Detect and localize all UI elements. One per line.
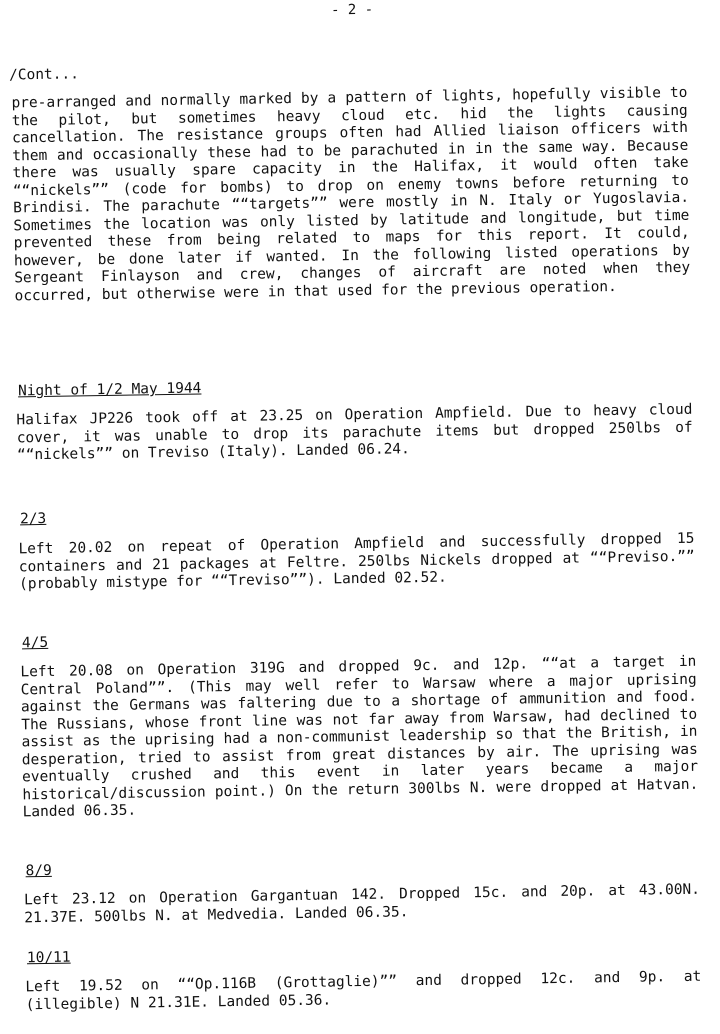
entry-text: Left 23.12 on Operation Gargantuan 142. Dropped 15c. and 20p. at 43.00N. 21.37E. 500lbs N. at Medvedia. Landed 06.35. (23, 881, 701, 926)
entry-text: Halifax JP226 took off at 23.25 on Operation Ampfield. Due to heavy cloud cover, it was unable to drop its parachute items but dropped 250lbs of ““nickels”” on Treviso (Italy). Landed 06.24. (16, 401, 693, 464)
entry-heading: 4/5 (21, 634, 49, 652)
entry-heading: 2/3 (19, 510, 47, 528)
entry-text: Left 20.08 on Operation 319G and dropped 9c. and 12p. ““at a target in Central Poland””. (This may well refer to Warsaw where a major uprising against the Germans was faltering due to a shortage of ammunition and food. The Russians, whose front line was not far away from Warsaw, had declined to assist as the uprising had a non-communist leadership so that the British, in desperation, tried to assist from great distances by air. The uprising was eventually crushed and this event in later years became a major historical/discussion point.) On the return 300lbs N. were dropped at Hatvan. Landed 06.35. (20, 653, 699, 821)
entry-text: Left 20.02 on repeat of Operation Ampfield and successfully dropped 15 containers and 21 packages at Feltre. 250lbs Nickels dropped at ““Previso.”” (probably mistype for ““Treviso””). Landed 02.52. (18, 530, 695, 593)
entry-text: Left 19.52 on ““Op.116B (Grottaglie)”” and dropped 12c. and 9p. at (illegible) N 21.31E. Landed 05.36. (25, 968, 702, 1013)
entry-heading: Night of 1/2 May 1944 (17, 380, 202, 400)
entry-heading: 8/9 (25, 862, 52, 880)
continuation-label: /Cont... (8, 66, 80, 84)
entry-heading: 10/11 (26, 949, 71, 967)
intro-paragraph: pre-arranged and normally marked by a pattern of lights, hopefully visible to the pilot, but sometimes heavy cloud etc. hid the lights causing cancellation. The resistance groups often had Allied liaison officers with them and occasionally these had to be parachuted in in the same way. Because there was usually spare capacity in the Halifax, it would often take ““nickels”” (code for bombs) to drop on enemy towns before returning to Brindisi. The parachute ““targets”” were mostly in N. Italy or Yugoslavia. Sometimes the location was only listed by latitude and longitude, but time prevented these from being related to maps for this report. It could, however, be done later if wanted. In the following listed operations by Sergeant Finlayson and crew, changes of aircraft are noted when they occurred, but otherwise were in that used for the previous operation. (11, 84, 691, 304)
page-number: - 2 - (330, 1, 374, 19)
